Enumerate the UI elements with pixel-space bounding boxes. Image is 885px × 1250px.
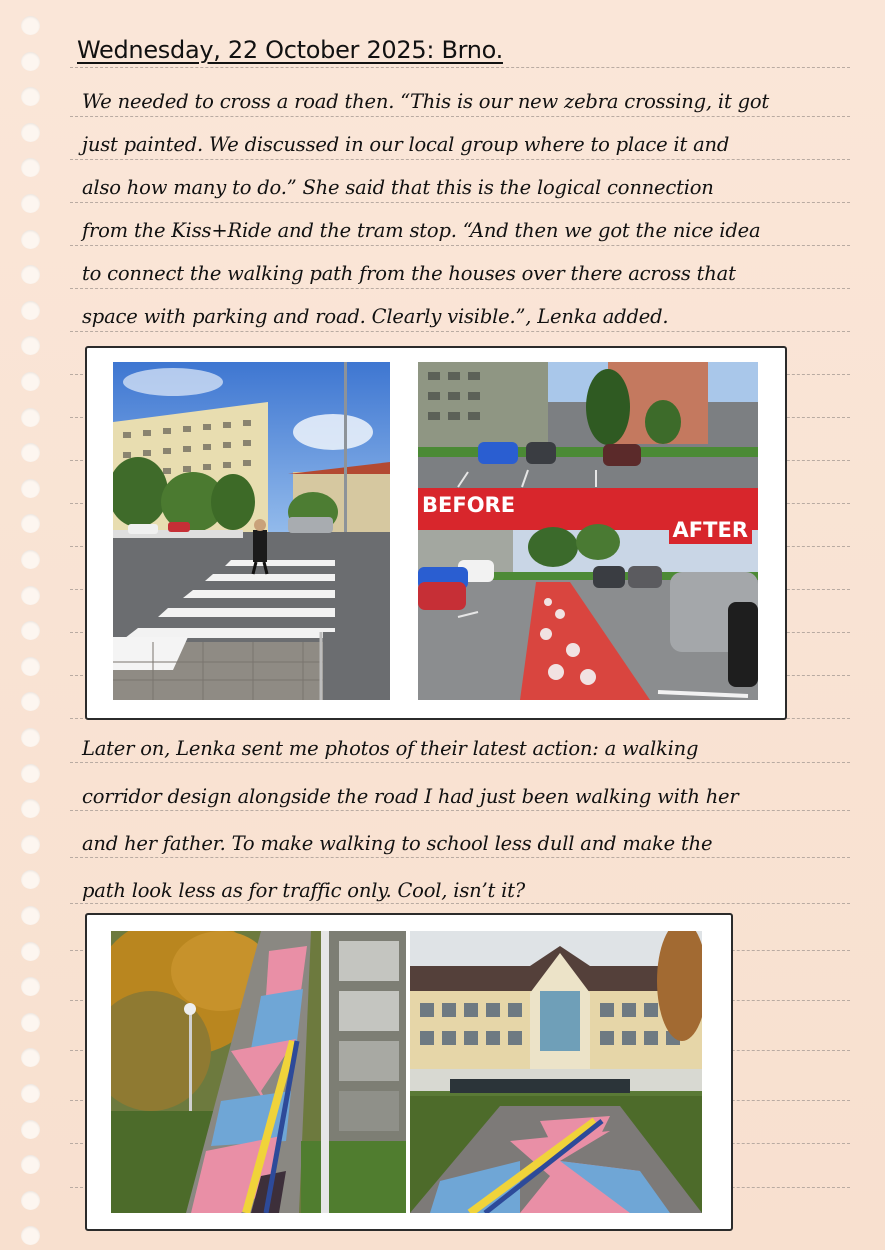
punch-hole [21, 443, 40, 462]
ruled-line [70, 288, 850, 289]
text-line: to connect the walking path from the houses over there across that [82, 262, 736, 285]
text-line: also how many to do.” She said that this is the logical connection [82, 176, 714, 199]
punch-hole [21, 1191, 40, 1210]
punch-hole [21, 799, 40, 818]
ruled-line [70, 202, 850, 203]
punch-hole [21, 764, 40, 783]
text-line: just painted. We discussed in our local group where to place it and [82, 133, 730, 156]
punch-hole [21, 657, 40, 676]
text-line: Later on, Lenka sent me photos of their latest action: a walking [82, 737, 699, 760]
punch-hole [21, 336, 40, 355]
punch-hole [21, 194, 40, 213]
punch-hole [21, 1120, 40, 1139]
punch-hole [21, 1048, 40, 1067]
punch-hole [21, 942, 40, 961]
school-photo-right [410, 931, 702, 1213]
punch-hole [21, 52, 40, 71]
after-label: AFTER [669, 516, 752, 544]
ruled-line [70, 245, 850, 246]
punch-hole [21, 514, 40, 533]
before-label: BEFORE [422, 493, 516, 517]
punch-hole [21, 265, 40, 284]
punch-hole [21, 586, 40, 605]
text-line: and her father. To make walking to school less dull and make the [82, 832, 713, 855]
ruled-line [70, 903, 850, 904]
punch-hole [21, 692, 40, 711]
punch-hole [21, 550, 40, 569]
ruled-line [70, 857, 850, 858]
text-line: We needed to cross a road then. “This is our new zebra crossing, it got [82, 90, 770, 113]
punch-hole [21, 301, 40, 320]
ruled-line [70, 116, 850, 117]
text-line: corridor design alongside the road I had just been walking with her [82, 785, 739, 808]
text-line: space with parking and road. Clearly visible.”, Lenka added. [82, 305, 669, 328]
zebra-crossing-photo [113, 362, 390, 700]
corridor-photo-left [111, 931, 406, 1213]
punch-hole [21, 123, 40, 142]
text-line: path look less as for traffic only. Cool, isn’t it? [82, 879, 526, 902]
punch-hole [21, 87, 40, 106]
photo-frame-corridor [85, 913, 733, 1231]
punch-hole [21, 621, 40, 640]
punch-hole [21, 230, 40, 249]
punch-hole [21, 1226, 40, 1245]
punch-hole [21, 1155, 40, 1174]
entry-title: Wednesday, 22 October 2025: Brno. [77, 36, 503, 64]
punch-hole [21, 728, 40, 747]
ruled-line [70, 762, 850, 763]
ruled-line [70, 331, 850, 332]
punch-hole [21, 977, 40, 996]
before-after-photo [418, 362, 758, 700]
punch-hole [21, 1013, 40, 1032]
punch-hole [21, 16, 40, 35]
punch-hole [21, 870, 40, 889]
punch-hole [21, 372, 40, 391]
photo-frame-crossings [85, 346, 787, 720]
punch-hole [21, 906, 40, 925]
punch-hole [21, 1084, 40, 1103]
punch-hole [21, 479, 40, 498]
punch-hole [21, 158, 40, 177]
ruled-line [70, 810, 850, 811]
ruled-line [70, 159, 850, 160]
text-line: from the Kiss+Ride and the tram stop. “And then we got the nice idea [82, 219, 761, 242]
punch-hole [21, 408, 40, 427]
punch-hole [21, 835, 40, 854]
ruled-line [70, 67, 850, 68]
